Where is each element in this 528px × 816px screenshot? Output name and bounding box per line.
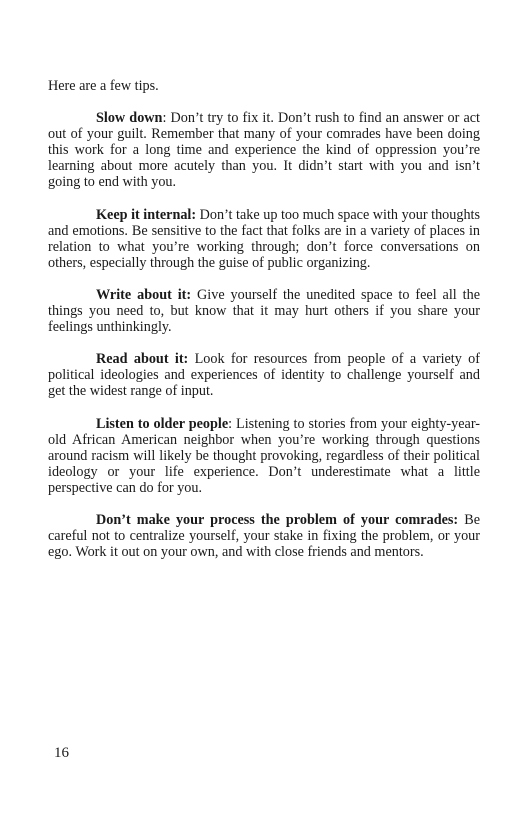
tip-write-about-it	[48, 287, 480, 335]
tip-body: Don’t try to fix it. Don’t rush to find an answer or act out of your guilt. Remember that many of your comrades have been doing this work for a long time and experience the kind of oppression you’re learning about more acutely than you. It didn’t start with you and isn’t going to end with you.	[48, 110, 481, 191]
tip-title: Keep it internal:	[96, 206, 197, 223]
tip-separator: :	[228, 415, 237, 432]
tip-read-about-it	[48, 351, 480, 399]
tip-title: Slow down	[96, 110, 163, 127]
tip-slow-down	[48, 110, 480, 190]
tip-body: Don’t take up too much space with your thoughts and emotions. Be sensitive to the fact that folks are in a variety of places in relation to what you’re working through; don’t force conversations on others, especially through the guise of public organizing.	[48, 206, 480, 271]
tip-body: Be careful not to centralize yourself, your stake in fixing the problem, or your ego. Work it out on your own, and with close friends and mentors.	[48, 511, 480, 561]
tip-dont-make-your-process	[48, 512, 480, 560]
tip-title: Don’t make your process the problem of your comrades:	[96, 511, 459, 528]
tip-title: Write about it:	[96, 286, 192, 303]
page-body	[48, 78, 480, 576]
tip-separator: :	[162, 110, 171, 127]
intro-paragraph: Here are a few tips.	[48, 78, 159, 94]
tip-keep-it-internal	[48, 207, 480, 271]
tip-body: Give yourself the unedited space to feel all the things you need to, but know that it may hurt others if you share your feelings unthinkingly.	[48, 286, 480, 336]
tip-body: Listening to stories from your eighty-year-old African American neighbor when you’re working through questions around racism will likely be thought provoking, regardless of their political ideology or your life experience. Don’t underestimate what a little perspective can do for you.	[48, 415, 480, 496]
page-number: 16	[54, 745, 69, 761]
tip-title: Read about it:	[96, 351, 189, 368]
tip-listen-to-older-people	[48, 416, 480, 496]
tip-title: Listen to older people	[96, 415, 229, 432]
tip-body: Look for resources from people of a variety of political ideologies and experiences of identity to challenge yourself and get the widest range of input.	[48, 351, 480, 400]
